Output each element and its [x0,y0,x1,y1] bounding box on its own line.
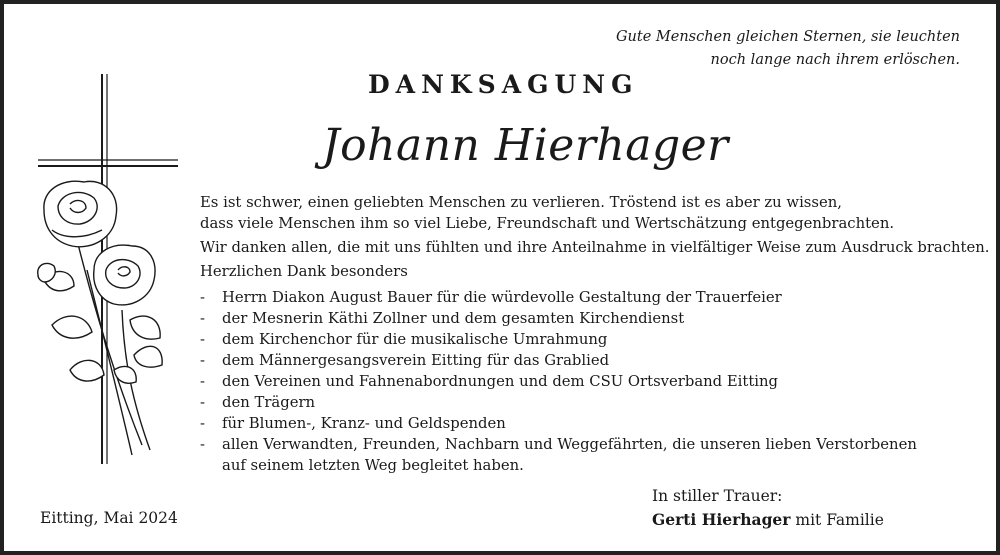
heading: DANKSAGUNG [368,70,639,99]
list-item: - den Trägern [200,394,316,411]
list-item: - für Blumen-, Kranz- und Geldspenden [200,415,506,432]
motto-line-2: noch lange nach ihrem erlöschen. [710,52,960,68]
mourner-name: Gerti Hierhager [652,510,791,529]
thanks-text [200,192,990,476]
deceased-name: Johann Hierhager [322,120,729,171]
text-line-4: Herzlichen Dank besonders [200,263,408,280]
mourner-suffix: mit Familie [795,511,884,529]
motto-line-1: Gute Menschen gleichen Sternen, sie leuchten [615,29,960,45]
text-line-2: dass viele Menschen ihm so viel Liebe, Freundschaft und Wertschätzung entgegenbrachten. [200,215,895,232]
list-item: - allen Verwandten, Freunden, Nachbarn und Weggefährten, die unseren lieben Verstorbenen [200,436,917,453]
thanks-list [200,287,990,476]
text-line-3: Wir danken allen, die mit uns fühlten und ihre Anteilnahme in vielfältiger Weise zum Ausdruck brachten. [200,239,990,256]
cross-with-roses-artwork [32,70,192,470]
list-item: - dem Männergesangsverein Eitting für das Grablied [200,352,610,369]
roses-icon [38,181,162,455]
motto [616,26,960,72]
list-item-continuation: auf seinem letzten Weg begleitet haben. [222,457,524,474]
list-item: - dem Kirchenchor für die musikalische Umrahmung [200,331,608,348]
place-date: Eitting, Mai 2024 [40,509,178,527]
mourners-label: In stiller Trauer: [652,487,783,505]
mourners-line [652,508,884,532]
list-item: - den Vereinen und Fahnenabordnungen und dem CSU Ortsverband Eitting [200,373,779,390]
list-item: - Herrn Diakon August Bauer für die würdevolle Gestaltung der Trauerfeier [200,289,782,306]
text-line-1: Es ist schwer, einen geliebten Menschen zu verlieren. Tröstend ist es aber zu wissen, [200,194,842,211]
mourners [652,484,884,532]
list-item: - der Mesnerin Käthi Zollner und dem gesamten Kirchendienst [200,310,685,327]
